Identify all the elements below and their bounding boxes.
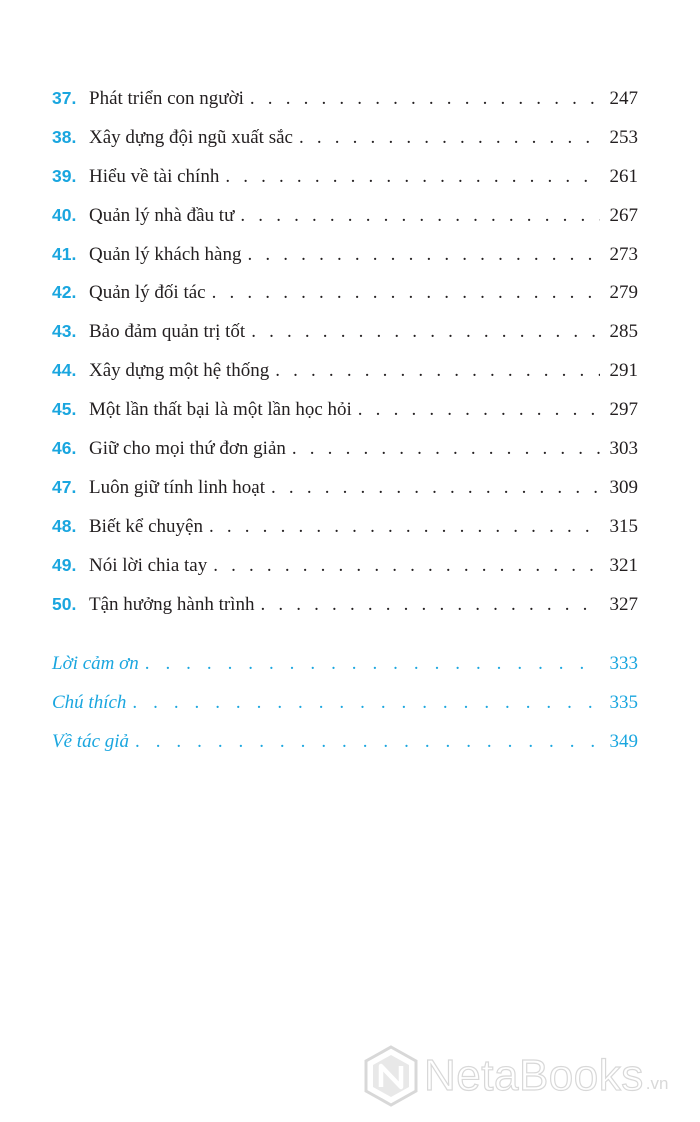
chapter-title: Quản lý khách hàng [89,243,242,265]
watermark-brand: NetaBooks [424,1051,644,1100]
dot-leader [251,321,600,343]
chapter-number: 48. [52,515,77,536]
dot-leader [132,692,600,714]
dot-leader [260,594,600,616]
toc-entry[interactable] [52,555,638,594]
toc-entry[interactable] [52,516,638,555]
page-number: 273 [609,243,638,265]
toc-entry[interactable] [52,360,638,399]
dot-leader [145,653,600,675]
page-number: 327 [609,593,638,615]
chapter-title: Phát triển con người [89,88,244,109]
table-of-contents [52,88,638,770]
back-matter-title: Chú thích [52,692,127,714]
dot-leader [213,555,600,577]
toc-entry[interactable] [52,166,638,205]
chapter-title: Tận hưởng hành trình [89,593,255,615]
page-number: 321 [609,554,638,576]
toc-entry[interactable] [52,244,638,283]
chapter-title: Luôn giữ tính linh hoạt [89,476,266,498]
page-number: 333 [609,653,638,675]
chapter-title: Một lần thất bại là một lần học hỏi [89,399,352,421]
chapter-title: Hiểu về tài chính [89,165,220,187]
toc-entry-acknowledgements[interactable] [52,653,638,692]
chapter-number: 47. [52,476,77,497]
dot-leader [135,731,600,753]
toc-entry[interactable] [52,127,638,166]
dot-leader [299,127,600,149]
page-number: 279 [609,282,638,304]
toc-entry[interactable] [52,88,638,127]
chapter-number: 44. [52,360,77,381]
page-number: 253 [609,126,638,148]
chapter-title: Biết kể chuyện [89,515,203,537]
chapter-number: 49. [52,554,77,575]
toc-entry-notes[interactable] [52,692,638,731]
page-number: 349 [609,731,638,753]
page-number: 261 [609,165,638,187]
chapter-number: 37. [52,88,77,108]
page-number: 309 [609,476,638,498]
chapter-title: Xây dựng đội ngũ xuất sắc [89,126,293,148]
page-number: 267 [609,204,638,226]
section-gap [52,632,638,653]
toc-entry[interactable] [52,205,638,244]
toc-entry[interactable] [52,282,638,321]
page-number: 315 [609,515,638,537]
chapter-number: 42. [52,282,77,303]
dot-leader [250,88,600,110]
dot-leader [292,438,600,460]
chapter-number: 38. [52,126,77,147]
chapter-title: Bảo đảm quản trị tốt [89,321,246,343]
chapter-title: Quản lý đối tác [89,282,206,304]
dot-leader [240,205,600,227]
toc-entry[interactable] [52,594,638,633]
chapter-number: 43. [52,321,77,342]
back-matter-title: Về tác giả [52,731,130,753]
page-number: 303 [609,438,638,460]
chapter-title: Nói lời chia tay [89,554,208,576]
chapter-title: Quản lý nhà đầu tư [89,204,235,226]
toc-entry[interactable] [52,438,638,477]
dot-leader [225,166,600,188]
chapter-title: Xây dựng một hệ thống [89,360,270,382]
watermark-domain-suffix: .vn [645,1074,669,1093]
chapter-number: 40. [52,204,77,225]
dot-leader [212,282,600,304]
toc-entry[interactable] [52,321,638,360]
dot-leader [275,360,600,382]
chapter-number: 41. [52,243,77,264]
dot-leader [247,244,600,266]
chapter-number: 39. [52,165,77,186]
toc-entry[interactable] [52,477,638,516]
netabooks-watermark [362,1044,668,1108]
toc-entry[interactable] [52,399,638,438]
page-number: 297 [609,399,638,421]
netabooks-logo-icon [362,1044,420,1108]
chapter-number: 46. [52,438,77,459]
chapter-number: 45. [52,399,77,420]
page-number: 285 [609,321,638,343]
page-number: 247 [609,88,638,109]
toc-entry-about-author[interactable] [52,731,638,770]
page-number: 335 [609,692,638,714]
chapter-number: 50. [52,593,77,614]
dot-leader [209,516,600,538]
back-matter-title: Lời cảm ơn [52,653,139,675]
chapter-title: Giữ cho mọi thứ đơn giản [89,438,286,460]
dot-leader [358,399,600,421]
dot-leader [271,477,600,499]
page-number: 291 [609,360,638,382]
